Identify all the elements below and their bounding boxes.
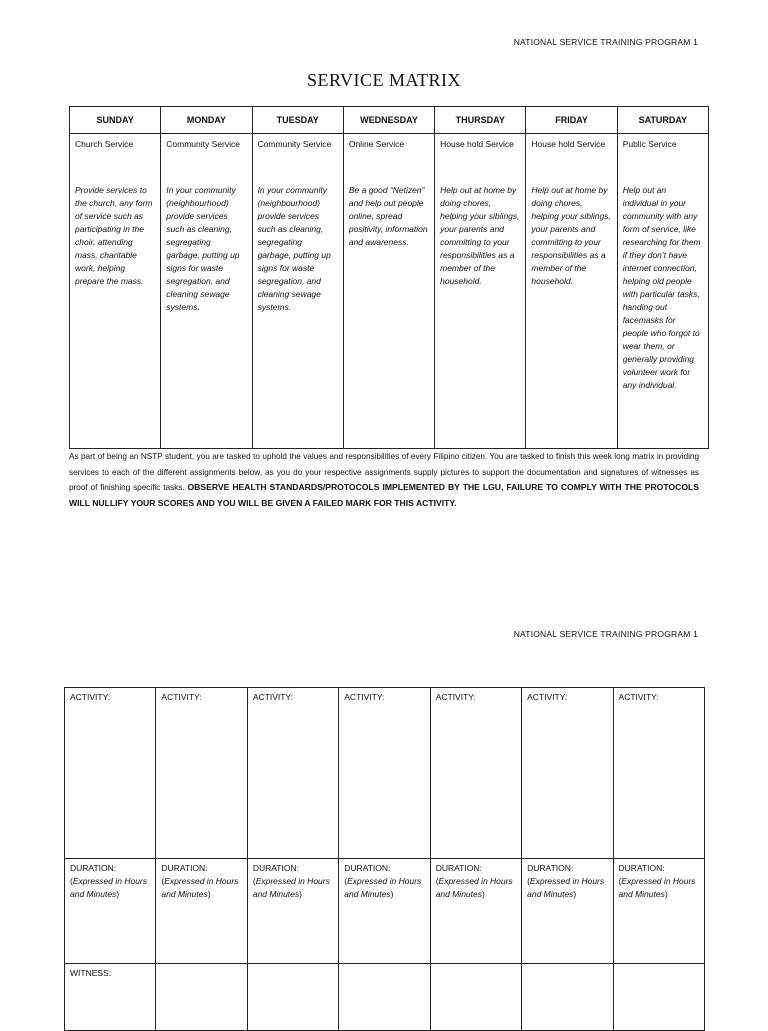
witness-cell[interactable] — [613, 964, 704, 1031]
service-description: Help out at home by doing chores, helping your siblings, your parents and committing to your responsibilities as a member of the household. — [531, 185, 611, 286]
duration-cell[interactable]: DURATION: (Expressed in Hours and Minutes) — [156, 859, 247, 964]
day-header: TUESDAY — [252, 107, 343, 134]
day-header-row — [70, 107, 709, 134]
activity-cell[interactable] — [65, 688, 156, 859]
day-header: MONDAY — [161, 107, 252, 134]
day-header: THURSDAY — [435, 107, 526, 134]
service-row — [70, 134, 709, 449]
service-description: Help out at home by doing chores, helping your siblings, your parents and committing to your responsibilities as a member of the household. — [440, 185, 520, 286]
duration-cell[interactable]: DURATION: (Expressed in Hours and Minutes) — [613, 859, 704, 964]
service-cell-friday — [526, 134, 617, 449]
witness-label: WITNESS: — [70, 968, 112, 978]
service-description: Provide services to the church, any form of service such as participating in the choir, attending mass, charitable work, helping prepare the mass. — [75, 185, 153, 286]
page-title: SERVICE MATRIX — [306, 70, 462, 90]
duration-note: Expressed in Hours and Minutes — [344, 876, 422, 899]
instructions-paragraph — [69, 449, 699, 511]
activity-label: ACTIVITY: — [435, 692, 476, 702]
service-matrix-table — [69, 106, 709, 449]
service-name: Public Service — [622, 139, 677, 149]
service-name: Community Service — [257, 139, 332, 149]
day-header: SATURDAY — [617, 107, 708, 134]
duration-label: DURATION: — [161, 863, 208, 873]
service-cell-saturday — [617, 134, 708, 449]
activity-cell[interactable] — [430, 688, 521, 859]
program-header: NATIONAL SERVICE TRAINING PROGRAM 1 — [513, 629, 698, 639]
duration-note: Expressed in Hours and Minutes — [618, 876, 696, 899]
duration-cell[interactable]: DURATION: (Expressed in Hours and Minutes) — [65, 859, 156, 964]
duration-note: Expressed in Hours and Minutes — [435, 876, 513, 899]
witness-cell[interactable] — [522, 964, 613, 1031]
service-cell-thursday — [435, 134, 526, 449]
activity-label: ACTIVITY: — [618, 692, 659, 702]
duration-label: DURATION: — [252, 863, 299, 873]
activity-cell[interactable] — [247, 688, 338, 859]
service-cell-tuesday — [252, 134, 343, 449]
duration-row — [65, 859, 705, 964]
service-description: Be a good “Netizen” and help out people online, spread positivity, information and awareness. — [348, 185, 428, 247]
activity-cell[interactable] — [613, 688, 704, 859]
duration-cell[interactable]: DURATION: (Expressed in Hours and Minutes) — [522, 859, 613, 964]
witness-cell[interactable] — [65, 964, 156, 1031]
duration-cell[interactable]: DURATION: (Expressed in Hours and Minutes) — [247, 859, 338, 964]
duration-note: Expressed in Hours and Minutes — [252, 876, 330, 899]
health-protocol-warning: OBSERVE HEALTH STANDARDS/PROTOCOLS IMPLEMENTED BY THE LGU, FAILURE TO COMPLY WITH THE PROTOCOLS WILL NULLIFY YOUR SCORES AND YOU WILL BE GIVEN A FAILED MARK FOR THIS ACTIVITY. — [69, 482, 699, 508]
activity-label: ACTIVITY: — [161, 692, 202, 702]
duration-cell[interactable]: DURATION: (Expressed in Hours and Minutes) — [339, 859, 430, 964]
day-header: SUNDAY — [70, 107, 161, 134]
day-header: WEDNESDAY — [343, 107, 434, 134]
duration-label: DURATION: — [527, 863, 574, 873]
activity-cell[interactable] — [339, 688, 430, 859]
duration-note: Expressed in Hours and Minutes — [161, 876, 239, 899]
activity-label: ACTIVITY: — [527, 692, 568, 702]
witness-row — [65, 964, 705, 1031]
service-description: Help out an individual in your community with any form of service, like researching for them if they don’t have internet connection, helping old people with particular tasks, handing out facemasks for people who forgot to wear them, or generally providing volunteer work for any individual. — [622, 185, 701, 390]
service-cell-wednesday — [343, 134, 434, 449]
activity-label: ACTIVITY: — [252, 692, 293, 702]
activity-row — [65, 688, 705, 859]
witness-cell[interactable] — [247, 964, 338, 1031]
service-name: House hold Service — [440, 139, 514, 149]
program-header: NATIONAL SERVICE TRAINING PROGRAM 1 — [513, 37, 698, 47]
service-name: Online Service — [348, 139, 405, 149]
service-description: In your community (neighbourhood) provide services such as cleaning, segregating garbage, putting up signs for waste segregation, and cleaning sewage systems. — [257, 185, 331, 312]
duration-label: DURATION: — [435, 863, 482, 873]
service-name: Community Service — [166, 139, 240, 149]
service-cell-monday — [161, 134, 252, 449]
duration-cell[interactable]: DURATION: (Expressed in Hours and Minutes) — [430, 859, 521, 964]
witness-cell[interactable] — [339, 964, 430, 1031]
activity-label: ACTIVITY: — [70, 692, 111, 702]
duration-label: DURATION: — [344, 863, 391, 873]
service-description: In your community (neighbourhood) provide services such as cleaning, segregating garbage, putting up signs for waste segregation, and cleaning sewage systems. — [166, 185, 240, 312]
activity-cell[interactable] — [522, 688, 613, 859]
activity-cell[interactable] — [156, 688, 247, 859]
day-header: FRIDAY — [526, 107, 617, 134]
service-cell-sunday — [70, 134, 161, 449]
duration-label: DURATION: — [70, 863, 117, 873]
witness-cell[interactable] — [156, 964, 247, 1031]
service-name: House hold Service — [531, 139, 606, 149]
service-name: Church Service — [75, 139, 134, 149]
witness-cell[interactable] — [430, 964, 521, 1031]
instructions-text: As part of being an NSTP student, you are tasked to uphold the values and responsibilities of every Filipino citizen. You are tasked to finish this week long matrix in providing services to each of the different assignments below, as you do your respective assignments supply pictures to support the documentation and signatures of witnesses as proof of finishing specific tasks. — [69, 452, 699, 492]
activity-label: ACTIVITY: — [344, 692, 385, 702]
duration-note: Expressed in Hours and Minutes — [527, 876, 605, 899]
duration-note: Expressed in Hours and Minutes — [70, 876, 148, 899]
duration-label: DURATION: — [618, 863, 665, 873]
activity-log-table — [64, 687, 705, 1031]
